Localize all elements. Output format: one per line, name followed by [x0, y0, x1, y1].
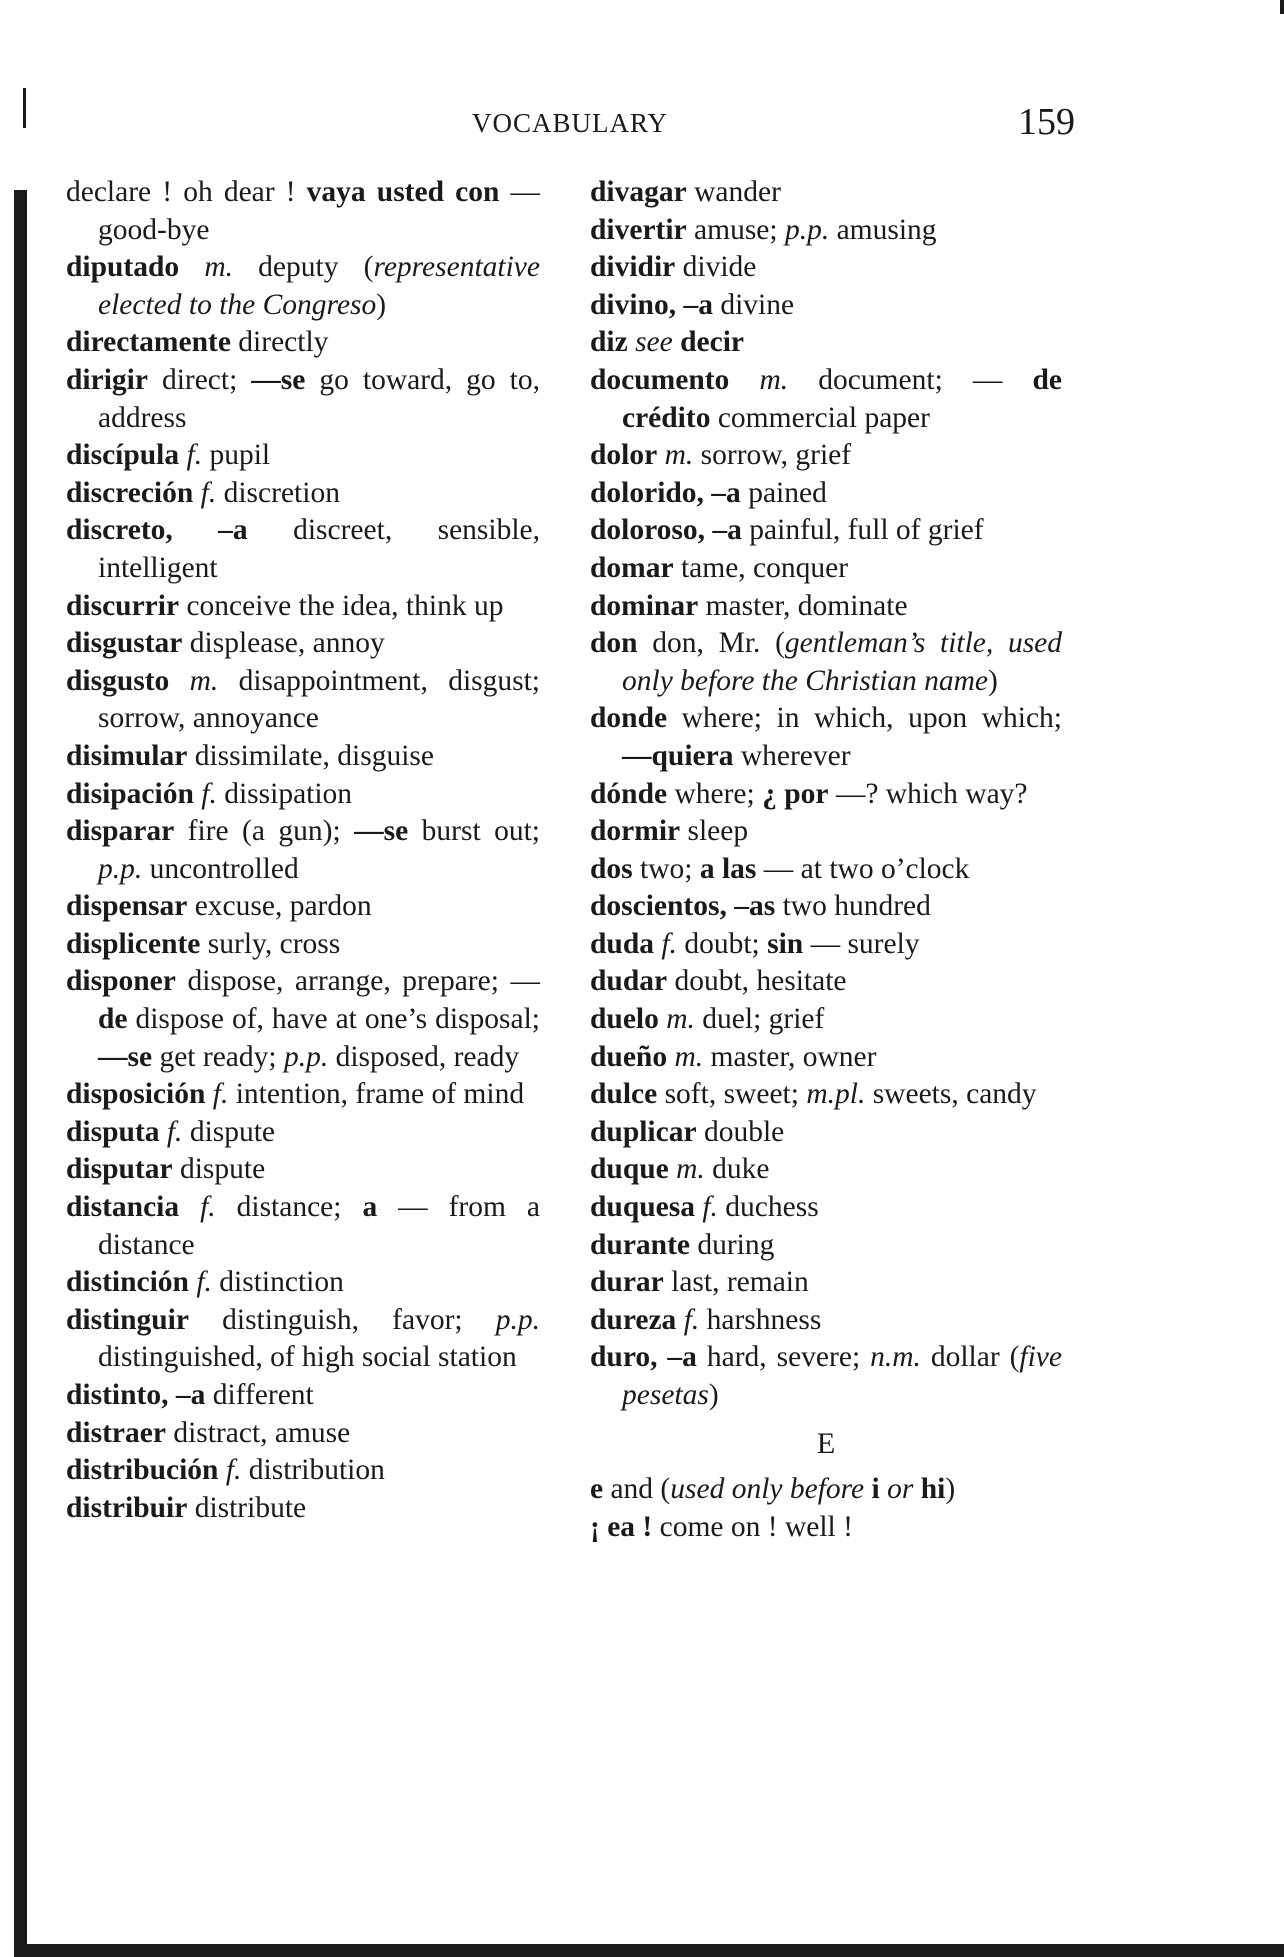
- vocab-entry: [590, 1151, 1062, 1189]
- headword: durar: [590, 1266, 664, 1299]
- definition-text: tame, conquer: [680, 551, 849, 584]
- headword: dividir: [590, 251, 676, 284]
- headword: disimular: [66, 739, 188, 772]
- italic-abbrev: representative elected to the Congreso: [98, 251, 540, 321]
- vocab-entry: [66, 475, 540, 513]
- headword: divagar: [590, 176, 687, 208]
- headword: documento: [590, 363, 730, 396]
- bold-phrase: sin: [767, 927, 804, 960]
- bold-phrase: vaya usted con: [306, 176, 500, 208]
- definition-text: sorrow, grief: [693, 439, 852, 472]
- vocab-entry: [590, 212, 1062, 250]
- page-title: VOCABULARY: [471, 108, 669, 138]
- definition-text: soft, sweet;: [664, 1078, 807, 1111]
- vocab-entry: [590, 1001, 1062, 1039]
- headword: duda: [590, 927, 654, 960]
- italic-abbrev: m.: [676, 1153, 705, 1186]
- headword: disipación: [66, 777, 194, 810]
- vocab-entry: [66, 512, 540, 587]
- definition-text: dispose of, have at one’s disposal;: [127, 1003, 540, 1036]
- vocab-entry: [590, 287, 1062, 325]
- right-column: [590, 174, 1062, 1546]
- definition-text: come on ! well !: [659, 1510, 853, 1543]
- italic-abbrev: m.: [759, 363, 789, 396]
- vocab-entry: [590, 437, 1062, 475]
- vocab-entry: [66, 926, 540, 964]
- headword: disparar: [66, 815, 175, 848]
- vocab-entry: [66, 1114, 540, 1152]
- headword: dispensar: [66, 890, 188, 923]
- definition-text: ): [945, 1473, 956, 1506]
- headword: duque: [590, 1153, 669, 1186]
- vocab-entry: [590, 1076, 1062, 1114]
- definition-text: two;: [640, 852, 700, 885]
- vocab-entry: [590, 249, 1062, 287]
- headword: e: [590, 1473, 604, 1506]
- vocab-entry: [590, 926, 1062, 964]
- headword: distinguir: [66, 1303, 189, 1336]
- definition-text: divide: [682, 251, 757, 284]
- italic-abbrev: f.: [212, 1078, 229, 1111]
- headword: displicente: [66, 927, 201, 960]
- definition-text: dispute: [179, 1153, 266, 1186]
- headword: duplicar: [590, 1115, 697, 1148]
- vocab-entry: [66, 776, 540, 814]
- section-letter: E: [816, 1426, 836, 1460]
- vocab-entry: [590, 888, 1062, 926]
- definition-text: distribution: [241, 1454, 385, 1487]
- vocab-entry: [66, 1302, 540, 1377]
- definition-text: different: [212, 1379, 314, 1411]
- headword: divertir: [590, 213, 687, 246]
- headword: dureza: [590, 1303, 677, 1336]
- italic-abbrev: f.: [702, 1191, 718, 1224]
- headword: discreción: [66, 476, 194, 509]
- vocab-entry: [590, 851, 1062, 889]
- headword: disputa: [66, 1115, 160, 1148]
- definition-text: [880, 1473, 887, 1505]
- definition-text: dissimilate, disguise: [194, 739, 434, 772]
- vocab-entry: [590, 1189, 1062, 1227]
- definition-text: dispose, arrange, prepare; —: [187, 965, 540, 998]
- italic-abbrev: f.: [200, 476, 217, 509]
- headword: dulce: [590, 1078, 658, 1111]
- italic-abbrev: f.: [201, 777, 217, 810]
- vocab-entry: [590, 776, 1062, 814]
- definition-text: intention, frame of mind: [228, 1078, 525, 1111]
- vocab-entry: [590, 813, 1062, 851]
- headword: dolor: [590, 439, 658, 472]
- italic-abbrev: f.: [200, 1191, 216, 1224]
- headword: diz: [590, 326, 628, 359]
- definition-text: where; in which, upon which;: [681, 702, 1062, 735]
- definition-text: ): [376, 288, 387, 321]
- definition-text: —? which way?: [828, 777, 1028, 810]
- definition-text: ): [708, 1379, 719, 1411]
- definition-text: pupil: [202, 439, 271, 472]
- vocab-entry: [66, 963, 540, 1076]
- definition-text: distinction: [211, 1266, 344, 1299]
- italic-abbrev: f.: [683, 1303, 700, 1336]
- italic-abbrev: p.p.: [495, 1303, 540, 1336]
- bold-phrase: a: [362, 1191, 378, 1224]
- definition-text: displease, annoy: [189, 627, 385, 660]
- definition-text: discreet, sensible, intelligent: [98, 514, 541, 584]
- definition-text: burst out;: [408, 815, 540, 848]
- definition-text: uncontrolled: [142, 852, 299, 885]
- page-edge-mark: [1280, 0, 1284, 14]
- italic-abbrev: f.: [661, 927, 677, 960]
- definition-text: doubt;: [676, 927, 768, 960]
- definition-text: — from a distance: [98, 1191, 541, 1261]
- headword: doscientos, –as: [590, 890, 776, 923]
- definition-text: declare ! oh dear !: [66, 176, 307, 208]
- vocab-entry: [590, 700, 1062, 775]
- definition-text: surly, cross: [207, 927, 341, 960]
- definition-text: don, Mr. (: [652, 627, 785, 660]
- definition-text: deputy (: [233, 251, 374, 284]
- definition-text: double: [703, 1115, 785, 1148]
- definition-text: two hundred: [782, 890, 931, 923]
- page-spine-shadow: [14, 190, 27, 1952]
- definition-text: duke: [704, 1153, 770, 1186]
- headword: don: [590, 627, 638, 660]
- headword: distraer: [66, 1416, 166, 1449]
- vocab-entry: [590, 1339, 1062, 1414]
- italic-abbrev: f.: [225, 1454, 242, 1487]
- definition-text: doubt, hesitate: [674, 965, 847, 998]
- bold-phrase: i: [871, 1473, 880, 1506]
- vocab-entry: [66, 1415, 540, 1453]
- italic-abbrev: p.p.: [283, 1040, 329, 1073]
- headword: duro, –a: [590, 1341, 697, 1374]
- headword: dónde: [590, 777, 668, 810]
- vocab-entry: [590, 1039, 1062, 1077]
- vocab-entry: [66, 663, 540, 738]
- italic-abbrev: p.p.: [784, 213, 830, 246]
- vocab-entry: [66, 324, 540, 362]
- headword: domar: [590, 551, 674, 584]
- definition-text: [913, 1473, 920, 1505]
- vocab-entry: [590, 174, 1062, 212]
- italic-abbrev: f.: [186, 439, 203, 472]
- definition-text: painful, full of grief: [749, 514, 984, 547]
- definition-text: go toward, go to, address: [98, 363, 540, 434]
- definition-text: wander: [694, 176, 781, 208]
- vocab-entry: [66, 588, 540, 626]
- vocab-entry: [590, 475, 1062, 513]
- bold-phrase: ¿ por: [762, 777, 829, 810]
- headword: distancia: [66, 1191, 180, 1224]
- italic-abbrev: m.: [204, 251, 233, 284]
- definition-text: duchess: [717, 1191, 819, 1224]
- definition-text: amusing: [829, 213, 937, 246]
- bold-phrase: decir: [680, 326, 745, 359]
- headword: durante: [590, 1228, 690, 1261]
- headword: diputado: [66, 251, 180, 284]
- vocab-entry: [66, 1490, 540, 1528]
- headword: disgustar: [66, 627, 183, 660]
- headword: donde: [590, 702, 668, 735]
- vocab-entry: [590, 1114, 1062, 1152]
- vocab-entry: [590, 1302, 1062, 1340]
- definition-text: and (: [610, 1473, 671, 1506]
- headword: disposición: [66, 1078, 206, 1111]
- definition-text: amuse;: [694, 213, 785, 246]
- definition-text: harshness: [699, 1303, 822, 1336]
- definition-text: get ready;: [152, 1040, 284, 1073]
- italic-abbrev: used only before: [670, 1473, 865, 1506]
- definition-text: distinguished, of high social station: [98, 1341, 517, 1374]
- headword: discípula: [66, 439, 180, 472]
- headword: dirigir: [66, 363, 148, 396]
- headword: dolorido, –a: [590, 476, 741, 509]
- headword: distribuir: [66, 1491, 188, 1524]
- bold-phrase: —se: [251, 363, 306, 396]
- italic-abbrev: f.: [166, 1115, 183, 1148]
- bold-phrase: —se: [98, 1040, 153, 1073]
- definition-text: divine: [720, 288, 795, 321]
- italic-abbrev: m.: [664, 439, 694, 472]
- italic-abbrev: see: [635, 326, 673, 359]
- definition-text: disappointment, disgust; sorrow, annoyance: [98, 664, 540, 735]
- vocab-entry: [590, 1471, 1062, 1509]
- vocab-entry: [66, 437, 540, 475]
- headword: discurrir: [66, 589, 180, 622]
- definition-text: distinguish, favor;: [222, 1303, 496, 1336]
- definition-text: ): [987, 664, 998, 697]
- headword: doloroso, –a: [590, 514, 742, 547]
- headword: disputar: [66, 1153, 173, 1186]
- headword: dos: [590, 852, 633, 885]
- definition-text: dispute: [182, 1115, 276, 1148]
- definition-text: — at two o’clock: [756, 852, 970, 885]
- vocab-entry: [66, 1151, 540, 1189]
- bold-phrase: de: [98, 1003, 128, 1036]
- vocab-entry: [66, 1264, 540, 1302]
- definition-text: during: [697, 1228, 775, 1261]
- definition-text: document; —: [788, 363, 1033, 396]
- headword: dominar: [590, 589, 699, 622]
- italic-abbrev: m.pl.: [806, 1078, 866, 1111]
- vocab-entry: [66, 1076, 540, 1114]
- definition-text: pained: [748, 476, 827, 509]
- italic-abbrev: m.: [674, 1040, 704, 1073]
- headword: dueño: [590, 1040, 668, 1073]
- italic-abbrev: n.m.: [870, 1341, 921, 1374]
- vocab-entry: [66, 1452, 540, 1490]
- italic-abbrev: p.p.: [98, 852, 143, 885]
- headword: directamente: [66, 326, 231, 359]
- bold-phrase: a las: [699, 852, 757, 885]
- definition-text: hard, severe;: [706, 1341, 871, 1374]
- definition-text: duel; grief: [694, 1003, 825, 1036]
- vocab-entry: [590, 512, 1062, 550]
- definition-text: [864, 1473, 871, 1505]
- headword: discreto, –a: [66, 514, 248, 547]
- bold-phrase: —quiera: [622, 739, 734, 772]
- vocab-entry: [590, 1227, 1062, 1265]
- vocab-entry: [590, 625, 1062, 700]
- vocab-entry: [590, 324, 1062, 362]
- headword: distinto, –a: [66, 1379, 206, 1411]
- definition-text: commercial paper: [710, 401, 930, 434]
- definition-text: sweets, candy: [865, 1078, 1037, 1111]
- vocab-entry: [590, 1509, 1062, 1547]
- vocab-entry: [590, 362, 1062, 437]
- headword: dormir: [590, 815, 681, 848]
- vocab-entry: [590, 588, 1062, 626]
- headword: divino, –a: [590, 288, 713, 321]
- vocab-entry: [590, 963, 1062, 1001]
- vocab-entry: [66, 738, 540, 776]
- definition-text: conceive the idea, think up: [186, 589, 504, 622]
- running-head: [0, 101, 1284, 144]
- vocab-entry: [590, 550, 1062, 588]
- italic-abbrev: or: [887, 1473, 914, 1506]
- definition-text: dissipation: [216, 777, 353, 810]
- page-bottom-edge: [14, 1944, 1284, 1957]
- headword: duquesa: [590, 1191, 695, 1224]
- headword: duelo: [590, 1003, 659, 1036]
- definition-text: discretion: [216, 476, 340, 509]
- vocab-entry: [66, 888, 540, 926]
- definition-text: — surely: [803, 927, 920, 960]
- definition-text: wherever: [733, 739, 851, 772]
- vocab-entry: [66, 813, 540, 888]
- italic-abbrev: m.: [189, 664, 219, 697]
- headword: disponer: [66, 965, 176, 998]
- italic-abbrev: five pesetas: [622, 1341, 1062, 1411]
- definition-text: distribute: [194, 1491, 307, 1524]
- definition-text: direct;: [161, 363, 252, 396]
- italic-abbrev: m.: [666, 1003, 695, 1036]
- bold-phrase: de crédito: [622, 363, 1063, 434]
- vocab-entry: [66, 625, 540, 663]
- definition-text: where;: [674, 777, 763, 810]
- definition-text: excuse, pardon: [194, 890, 372, 923]
- vocab-entry: [66, 1189, 540, 1264]
- italic-abbrev: f.: [196, 1266, 212, 1299]
- left-column: [66, 174, 540, 1527]
- definition-text: disposed, ready: [328, 1040, 520, 1073]
- bold-phrase: —se: [354, 815, 409, 848]
- definition-text: sleep: [687, 815, 749, 848]
- page-number: 159: [1018, 101, 1075, 143]
- definition-text: distance;: [215, 1191, 363, 1224]
- definition-text: distract, amuse: [173, 1416, 351, 1449]
- headword: disgusto: [66, 664, 170, 697]
- headword: ¡ ea !: [590, 1510, 653, 1543]
- definition-text: master, dominate: [705, 589, 908, 622]
- bold-phrase: hi: [920, 1473, 946, 1506]
- definition-text: — good-bye: [98, 176, 540, 246]
- vocab-entry: [66, 1377, 540, 1415]
- vocab-entry: [66, 174, 540, 249]
- definition-text: last, remain: [671, 1266, 809, 1299]
- definition-text: fire (a gun);: [187, 815, 355, 848]
- vocab-entry: [66, 362, 540, 437]
- definition-text: master, owner: [703, 1040, 877, 1073]
- vocab-entry: [66, 249, 540, 324]
- headword: distinción: [66, 1266, 189, 1299]
- headword: dudar: [590, 965, 668, 998]
- vocab-entry: [590, 1264, 1062, 1302]
- definition-text: dollar (: [920, 1341, 1020, 1374]
- headword: distribución: [66, 1454, 219, 1487]
- definition-text: directly: [238, 326, 329, 359]
- italic-abbrev: gentleman’s title, used only before the Christian name: [622, 627, 1063, 697]
